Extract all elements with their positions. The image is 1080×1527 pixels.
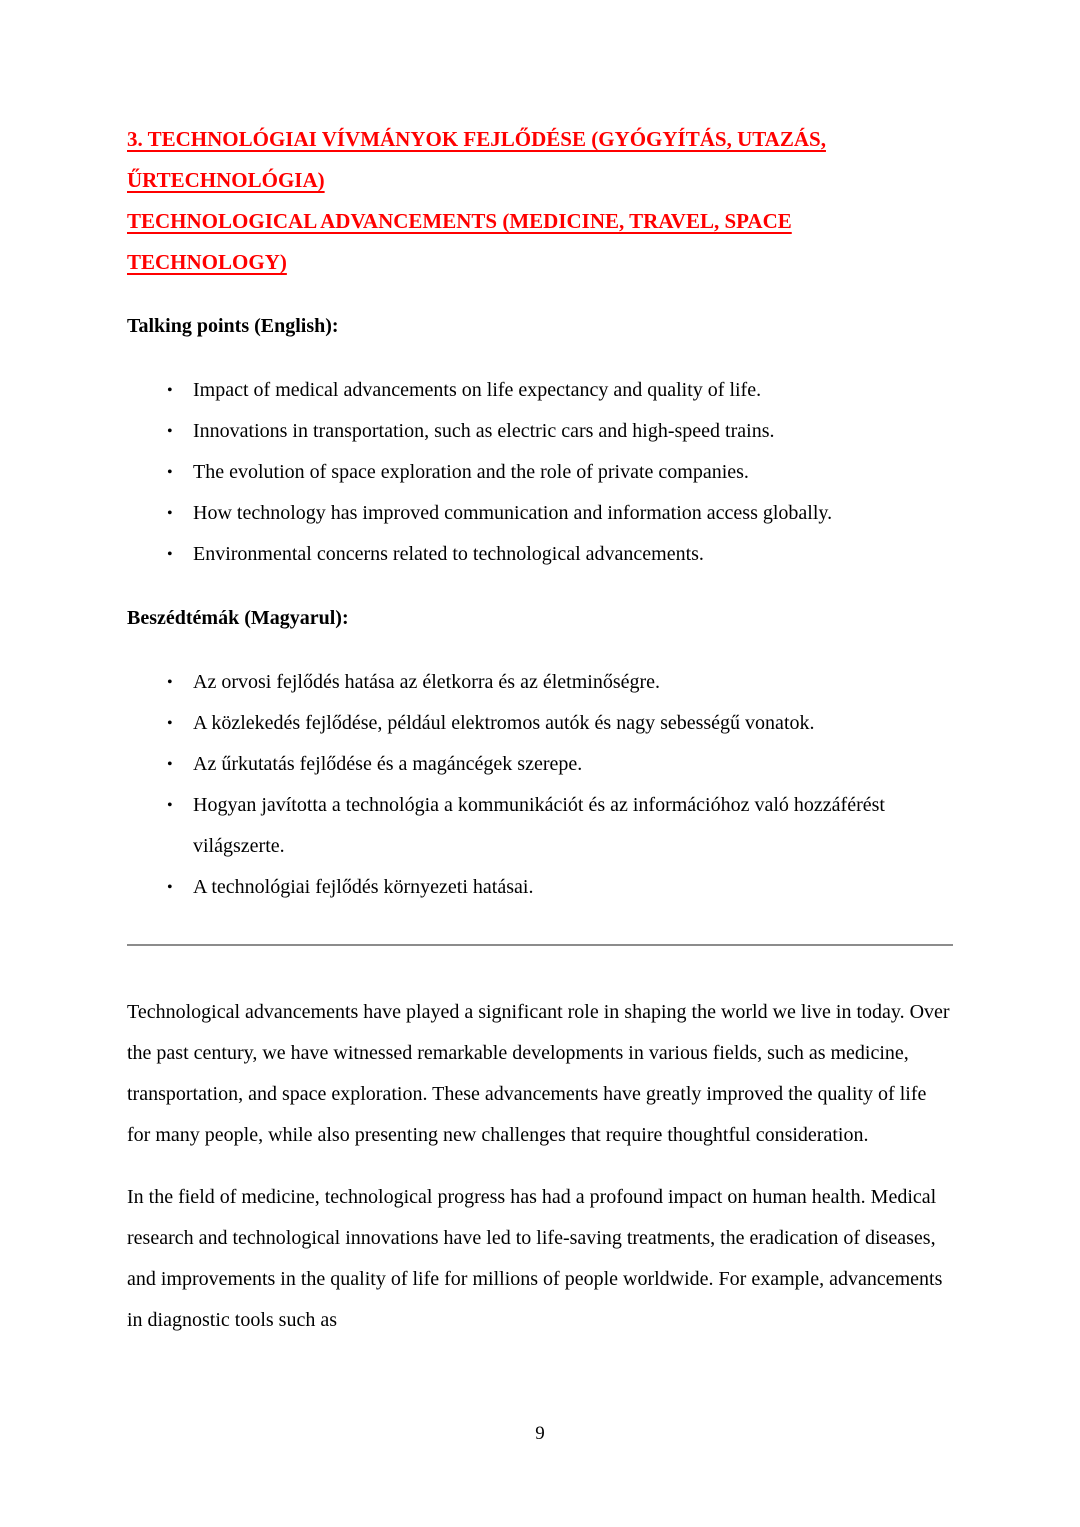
body-paragraph: Technological advancements have played a significant role in shaping the world we live in today. Over the past century, we have witnessed remarkable developments in various fields, such as medicine, transportation, and space exploration. These advancements have greatly improved the quality of life for many people, while also presenting new challenges that require thoughtful consideration. <box>127 1001 950 1146</box>
bullet-icon: • <box>167 546 173 563</box>
bullet-icon: • <box>167 674 173 691</box>
list-item-text: A technológiai fejlődés környezeti hatásai. <box>193 876 534 898</box>
bullet-icon: • <box>167 423 173 440</box>
list-item <box>127 662 953 703</box>
bullet-icon: • <box>167 382 173 399</box>
bullet-icon: • <box>167 505 173 522</box>
list-item-text: Hogyan javította a technológia a kommunikációt és az információhoz való hozzáférést világszerte. <box>193 794 885 857</box>
list-item-text: Impact of medical advancements on life expectancy and quality of life. <box>193 379 762 401</box>
bullet-icon: • <box>167 464 173 481</box>
list-item <box>127 703 953 744</box>
bullet-icon: • <box>167 879 173 896</box>
talking-points-heading: Talking points (English): <box>127 315 339 337</box>
section-title <box>127 119 953 283</box>
list-item-text: Az űrkutatás fejlődése és a magáncégek szerepe. <box>193 753 583 775</box>
bullet-icon: • <box>167 715 173 732</box>
horizontal-rule <box>127 944 953 946</box>
bullet-icon: • <box>167 756 173 773</box>
beszedtemak-heading: Beszédtémák (Magyarul): <box>127 607 349 629</box>
section-title-english: TECHNOLOGICAL ADVANCEMENTS (MEDICINE, TRAVEL, SPACE TECHNOLOGY) <box>127 209 792 274</box>
list-item <box>127 867 953 908</box>
list-item-text: How technology has improved communication and information access globally. <box>193 502 833 524</box>
talking-points-list <box>127 370 953 575</box>
list-item <box>127 744 953 785</box>
list-item-text: Az orvosi fejlődés hatása az életkorra és az életminőségre. <box>193 671 661 693</box>
list-item-text: A közlekedés fejlődése, például elektromos autók és nagy sebességű vonatok. <box>193 712 815 734</box>
bullet-icon: • <box>167 797 173 814</box>
list-item <box>127 493 953 534</box>
list-item-text: Environmental concerns related to technological advancements. <box>193 543 704 565</box>
body-paragraph: In the field of medicine, technological progress has had a profound impact on human health. Medical research and technological innovations have led to life-saving treatments, the eradication of diseases, and improvements in the quality of life for millions of people worldwide. For example, advancements in diagnostic tools such as <box>127 1186 943 1331</box>
list-item <box>127 785 953 867</box>
list-item <box>127 534 953 575</box>
list-item-text: The evolution of space exploration and the role of private companies. <box>193 461 749 483</box>
section-title-hungarian: 3. TECHNOLÓGIAI VÍVMÁNYOK FEJLŐDÉSE (GYÓGYÍTÁS, UTAZÁS, ŰRTECHNOLÓGIA) <box>127 127 826 192</box>
list-item <box>127 370 953 411</box>
list-item-text: Innovations in transportation, such as electric cars and high-speed trains. <box>193 420 775 442</box>
list-item <box>127 411 953 452</box>
beszedtemak-list <box>127 662 953 908</box>
list-item <box>127 452 953 493</box>
page-number: 9 <box>535 1423 545 1444</box>
